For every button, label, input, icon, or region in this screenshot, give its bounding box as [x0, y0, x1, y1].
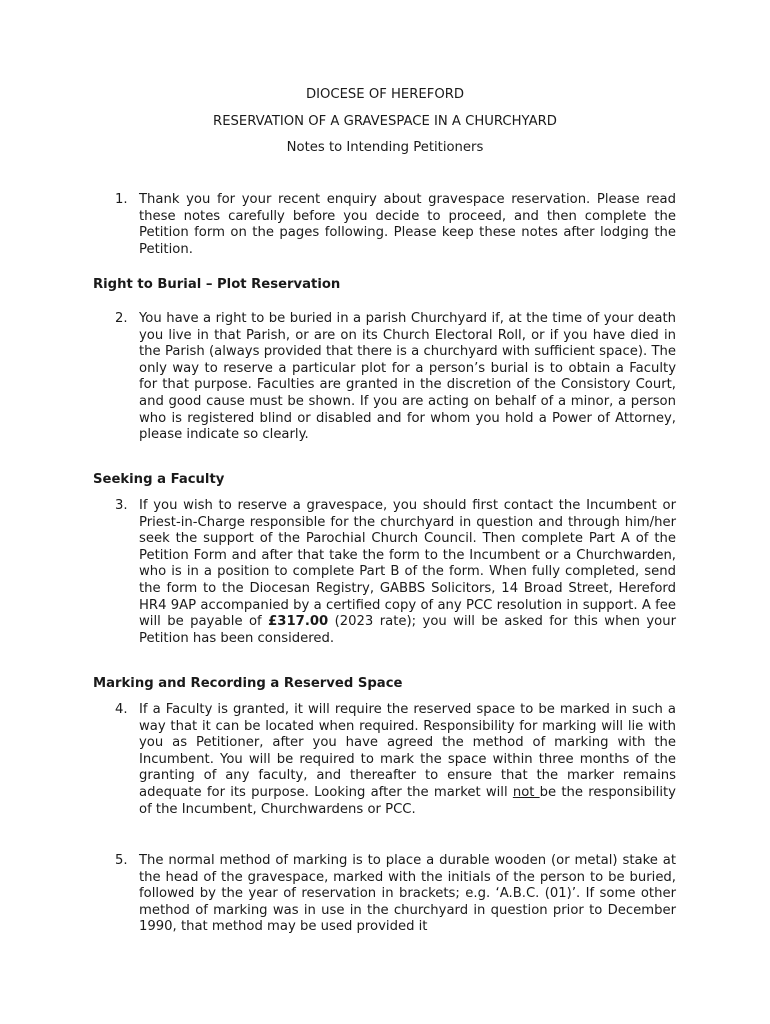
paragraph-number: 4. — [115, 702, 128, 717]
paragraph-number: 3. — [115, 498, 128, 513]
paragraph-number: 1. — [115, 192, 128, 207]
paragraph-number: 5. — [115, 853, 128, 868]
paragraph-text-start: If you wish to reserve a gravespace, you should first contact the Incumbent or Priest-in-Charge responsible for the churchyard in question and through him/her seek the support of the Parochial Church Council. Then complete Part A of the Petition Form and after that take the form to the Incumbent or a Churchwarden, who is in a position to complete Part B of the form. When fully completed, send the form to the Diocesan Registry, GABBS Solicitors, 14 Broad Street, Hereford HR4 9AP accompanied by a certified copy of any PCC resolution in support. A fee will be payable of — [139, 498, 676, 630]
paragraph-text: You have a right to be buried in a parish Churchyard if, at the time of your death you live in that Parish, or are on its Church Electoral Roll, or if you have died in the Parish (always provided that there is a churchyard with sufficient space). The only way to reserve a particular plot for a person’s burial is to obtain a Faculty for that purpose. Faculties are granted in the discretion of the Consistory Court, and good cause must be shown. If you are acting on behalf of a minor, a person who is registered blind or disabled and for whom you hold a Power of Attorney, please indicate so clearly. — [139, 311, 676, 443]
fee-amount: £317.00 — [268, 614, 329, 630]
document-subtitle: Notes to Intending Petitioners — [286, 140, 484, 155]
paragraph-text — [139, 498, 676, 647]
paragraph-text: Thank you for your recent enquiry about gravespace reservation. Please read these notes carefully before you decide to proceed, and then complete the Petition form on the pages following. Please keep these notes after lodging the Petition. — [139, 192, 676, 257]
section-heading-right-to-burial: Right to Burial – Plot Reservation — [93, 277, 341, 292]
paragraph-text: The normal method of marking is to place a durable wooden (or metal) stake at the head of the gravespace, marked with the initials of the person to be buried, followed by the year of reservation in brackets; e.g. ‘A.B.C. (01)’. If some other method of marking was in use in the churchyard in question prior to December 1990, that method may be used provided it — [139, 853, 676, 935]
paragraph-text-end: (2023 rate); you will be asked for this when your Petition has been considered. — [139, 614, 676, 646]
section-heading-marking: Marking and Recording a Reserved Space — [93, 676, 403, 691]
section-heading-seeking-faculty: Seeking a Faculty — [93, 472, 225, 487]
paragraph-text — [139, 702, 676, 818]
underlined-not: not — [512, 784, 540, 800]
diocese-title: DIOCESE OF HEREFORD — [305, 87, 465, 102]
paragraph-text-end: be the responsibility of the Incumbent, Churchwardens or PCC. — [139, 784, 676, 817]
document-title: RESERVATION OF A GRAVESPACE IN A CHURCHYARD — [213, 114, 557, 129]
paragraph-text-start: If a Faculty is granted, it will require the reserved space to be marked in such a way that it can be located when required. Responsibility for marking will lie with you as Petitioner, after you have agreed the method of marking with the Incumbent. You will be required to mark the space within three months of the granting of any faculty, and thereafter to ensure that the marker remains adequate for its purpose. Looking after the market will — [139, 702, 676, 800]
paragraph-number: 2. — [115, 311, 128, 326]
